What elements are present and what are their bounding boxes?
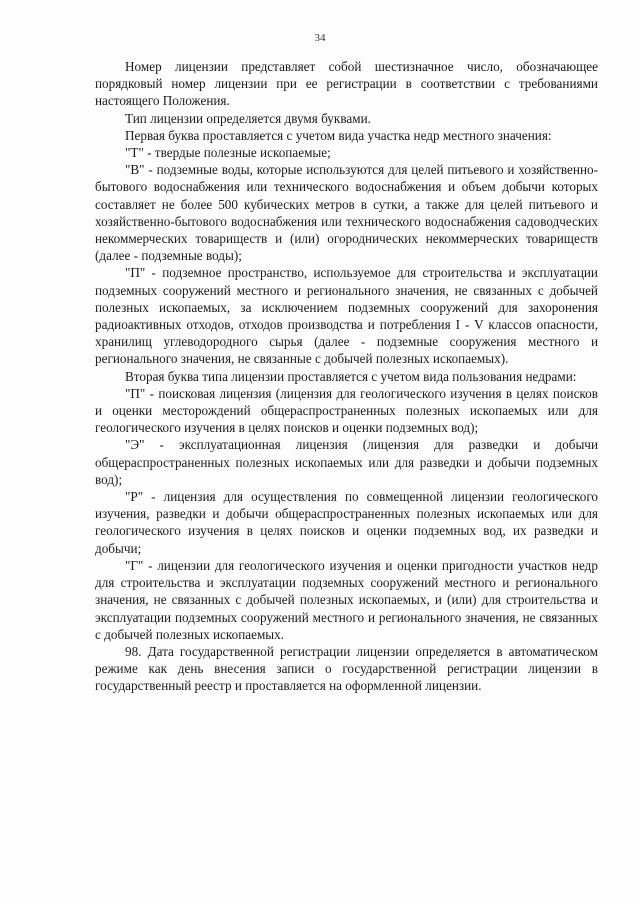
- paragraph-license-type: Тип лицензии определяется двумя буквами.: [125, 110, 371, 126]
- paragraph-letter-p-search: "П" - поисковая лицензия (лицензия для геологического изучения в целях поисков и оценки месторождений общераспространенных полезных ископаемых или для геологического изучения в целях поисков и оценки подземных вод);: [95, 385, 598, 436]
- paragraph-letter-v: "В" - подземные воды, которые используются для целей питьевого и хозяйственно-бытового водоснабжения или технического водоснабжения и объем добычи которых составляет не более 500 кубических метров в сутки, а также для целей питьевого и хозяйственно-бытового водоснабжения или технического водоснабжения садоводческих некоммерческих товариществ и (или) огороднических некоммерческих товариществ (далее - подземные воды);: [95, 162, 598, 264]
- paragraph-license-number: Номер лицензии представляет собой шестизначное число, обозначающее порядковый номер лицензии при ее регистрации в соответствии с требованиями настоящего Положения.: [95, 59, 598, 109]
- paragraph-letter-p-space: "П" - подземное пространство, используемое для строительства и эксплуатации подземных сооружений местного и регионального значения, не связанных с добычей полезных ископаемых, за исключением подземных сооружений для захоронения радиоактивных отходов, отходов производства и потребления I - V классов опасности, хранилищ углеводородного сырья (далее - подземные сооружения местного и регионального значения, не связанные с добычей полезных ископаемых).: [95, 265, 598, 367]
- document-body: [95, 58, 598, 695]
- paragraph-letter-g: "Г" - лицензии для геологического изучения и оценки пригодности участков недр для строительства и эксплуатации подземных сооружений местного и регионального значения, не связанных с добычей полезных ископаемых, и (или) для строительства и эксплуатации подземных сооружений местного и регионального значения, не связанных с добычей полезных ископаемых.: [95, 557, 598, 642]
- paragraph-letter-e: "Э" - эксплуатационная лицензия (лицензия для разведки и добычи общераспространенных полезных ископаемых или для разведки и добычи подземных вод);: [95, 437, 598, 487]
- paragraph-letter-r: "Р" - лицензия для осуществления по совмещенной лицензии геологического изучения, разведки и добычи общераспространенных полезных ископаемых или для геологического изучения в целях поисков и оценки подземных вод, их разведки и добычи;: [95, 489, 598, 556]
- paragraph-second-letter: Вторая буква типа лицензии проставляется с учетом вида пользования недрами:: [125, 368, 577, 384]
- page-number: 34: [314, 32, 326, 44]
- paragraph-letter-t: "Т" - твердые полезные ископаемые;: [125, 145, 331, 161]
- paragraph-first-letter: Первая буква проставляется с учетом вида участка недр местного значения:: [125, 127, 552, 143]
- paragraph-item-98: 98. Дата государственной регистрации лицензии определяется в автоматическом режиме как день внесения записи о государственной регистрации лицензии в государственный реестр и проставляется на оформленной лицензии.: [95, 643, 598, 694]
